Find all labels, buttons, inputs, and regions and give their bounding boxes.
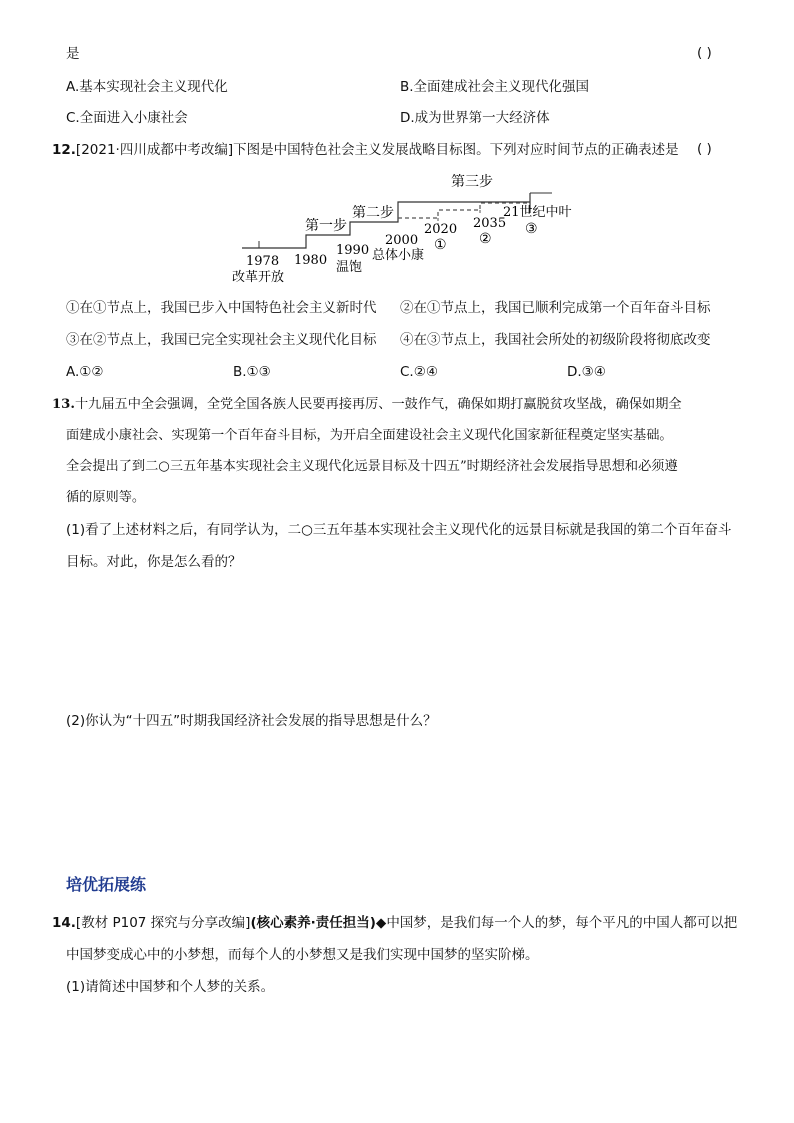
q12-option-a: A.①② — [66, 364, 104, 380]
q11-stem-tail: 是 — [66, 46, 80, 62]
q14-source: [教材 P107 探究与分享改编] — [75, 915, 251, 931]
node-1: ① — [434, 237, 447, 253]
q12-option-b: B.①③ — [233, 364, 271, 380]
q12-stem — [52, 141, 679, 159]
node-2: ② — [479, 231, 492, 247]
q12-statement-1: ①在①节点上，我国已步入中国特色社会主义新时代 — [66, 300, 377, 316]
q11-option-a: A.基本实现社会主义现代化 — [66, 79, 228, 95]
q12-option-d: D.③④ — [567, 364, 606, 380]
q14-tag: (核心素养·责任担当) — [250, 915, 376, 931]
q14-number: 14. — [52, 915, 76, 931]
q12-answer-paren: ( ) — [697, 141, 712, 157]
q13-material-line2: 面建成小康社会、实现第一个百年奋斗目标，为开启全面建设社会主义现代化国家新征程奠定坚实基础。 — [66, 428, 673, 443]
section-title: 培优拓展练 — [66, 875, 147, 894]
q12-statement-4: ④在③节点上，我国社会所处的初级阶段将彻底改变 — [400, 332, 711, 348]
q11-option-c: C.全面进入小康社会 — [66, 110, 188, 126]
q12-statement-3: ③在②节点上，我国已完全实现社会主义现代化目标 — [66, 332, 377, 348]
q12-stem-text: [2021·四川成都中考改编]下图是中国特色社会主义发展战略目标图。下列对应时间节点的正确表述是 — [75, 142, 679, 158]
q13-sub1-line2: 目标。对此，你是怎么看的？ — [66, 554, 242, 570]
label-reform: 改革开放 — [232, 270, 285, 285]
q14-line2: 中国梦变成心中的小梦想，而每个人的小梦想又是我们实现中国梦的坚实阶梯。 — [66, 947, 539, 963]
node-3: ③ — [525, 221, 538, 237]
label-xiaokang: 总体小康 — [372, 248, 425, 263]
q13-material-line1 — [52, 396, 682, 414]
label-2020: 2020 — [424, 222, 458, 237]
q14-line1-rest: 中国梦，是我们每一个人的梦，每个平凡的中国人都可以把 — [386, 915, 738, 931]
q12-option-c: C.②④ — [400, 364, 438, 380]
q13-number: 13. — [52, 397, 75, 412]
q14-line1 — [52, 914, 737, 932]
diamond-icon: ◆ — [375, 915, 387, 931]
label-step3: 第三步 — [451, 174, 493, 190]
q13-sub2: (2)你认为“十四五”时期我国经济社会发展的指导思想是什么？ — [66, 713, 437, 729]
q12-statement-2: ②在①节点上，我国已顺利完成第一个百年奋斗目标 — [400, 300, 711, 316]
strategy-diagram — [0, 165, 794, 295]
label-wenbao: 温饱 — [336, 260, 363, 275]
label-1978: 1978 — [246, 254, 280, 269]
label-1980: 1980 — [294, 253, 328, 268]
label-step1: 第一步 — [305, 218, 347, 234]
q14-sub1: (1)请简述中国梦和个人梦的关系。 — [66, 979, 275, 995]
label-2035: 2035 — [473, 216, 507, 231]
q13-material-line4: 循的原则等。 — [66, 490, 146, 505]
q13-material-text1: 十九届五中全会强调，全党全国各族人民要再接再厉、一鼓作气，确保如期打赢脱贫攻坚战，确保如期全 — [74, 397, 682, 412]
label-step2: 第二步 — [352, 205, 394, 221]
label-1990: 1990 — [336, 243, 370, 258]
q13-sub1-line1: (1)看了上述材料之后，有同学认为，二○三五年基本实现社会主义现代化的远景目标就是我国的第二个百年奋斗 — [66, 522, 732, 538]
q11-option-d: D.成为世界第一大经济体 — [400, 110, 550, 126]
label-2000: 2000 — [385, 233, 419, 248]
q11-option-b: B.全面建成社会主义现代化强国 — [400, 79, 590, 95]
label-21st-century: 21世纪中叶 — [503, 205, 572, 220]
q11-answer-paren: ( ) — [697, 45, 712, 61]
q13-material-line3: 全会提出了到二○三五年基本实现社会主义现代化远景目标及十四五”时期经济社会发展指导思想和必须遵 — [66, 459, 678, 474]
q12-number: 12. — [52, 142, 76, 158]
